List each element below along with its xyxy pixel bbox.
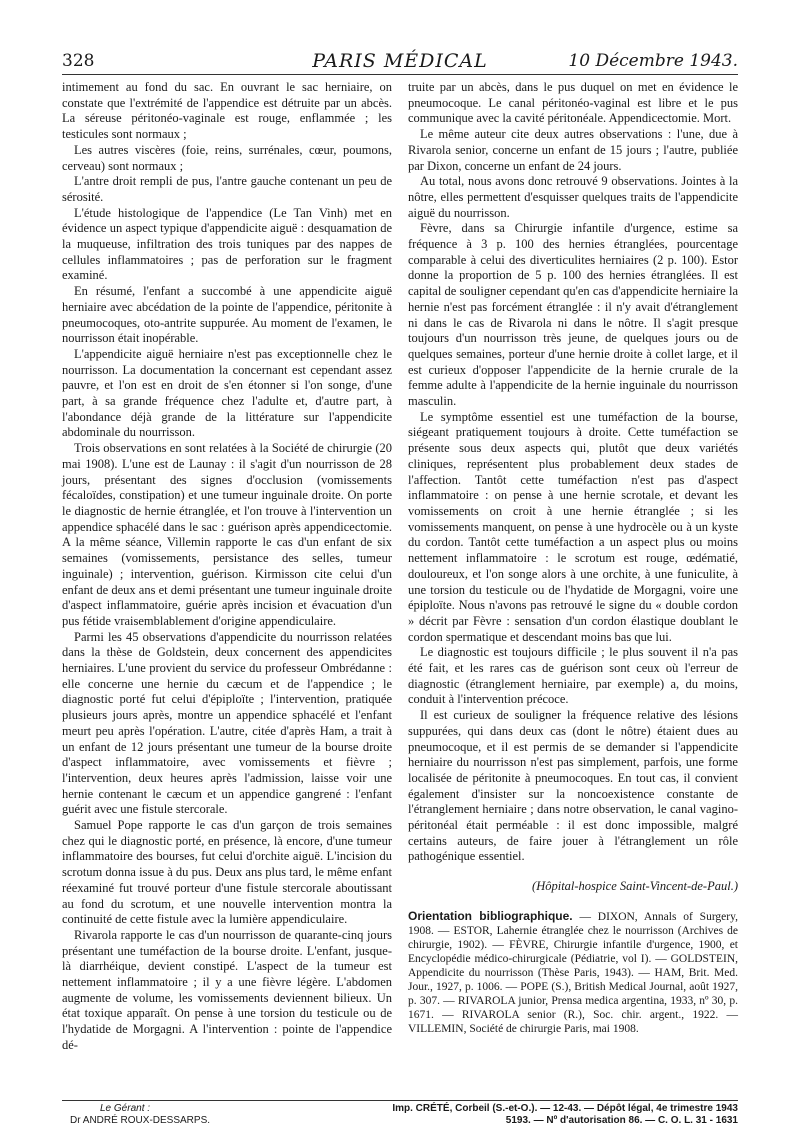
imprint-block xyxy=(392,1103,738,1127)
paragraph: truite par un abcès, dans le pus duquel on met en évidence le pneumocoque. Le canal péritonéo-vaginal est libre et le pus communique avec la cavité péritonéale. Appendicectomie. Mort. xyxy=(408,80,738,126)
imprint-line: Imp. CRÉTÉ, Corbeil (S.-et-O.). — 12-43. — Dépôt légal, 4e trimestre 1943 xyxy=(392,1103,738,1114)
right-column xyxy=(408,80,738,1036)
paragraph: L'étude histologique de l'appendice (Le Tan Vinh) met en évidence un aspect typique d'appendicite aiguë : desquamation de la muqueuse, infiltration des trois tuniques par des nappes de cellules inflammatoires ; pas de perforation sur le fragment examiné. xyxy=(62,205,392,283)
paragraph: Rivarola rapporte le cas d'un nourrisson de quarante-cinq jours présentant une tuméfaction de la bourse droite. L'enfant, jusque-là diarrhéique, devient constipé. L'aspect de la tumeur est nettement inflammatoire ; il y a une fièvre légère. L'abdomen augmente de volume, les vomissements deviennent bilieux. Un état toxique apparaît. On pense à une torsion du testicule ou de l'hydatide de Morgagni. A l'intervention : pointe de l'appendice dé- xyxy=(62,927,392,1052)
bibliography-title: Orientation bibliographique. xyxy=(408,908,573,923)
journal-title: PARIS MÉDICAL xyxy=(312,50,488,72)
paragraph: L'appendicite aiguë herniaire n'est pas exceptionnelle chez le nourrisson. La documentation la concernant est cependant assez pauvre, et l'on est en droit de s'en étonner si l'on songe, d'une part, à sa grande fréquence chez l'adulte et, d'autre part, à l'abondance déjà grande de la littérature sur l'appendicite abdominale du nourrisson. xyxy=(62,346,392,440)
left-column xyxy=(62,80,392,1054)
paragraph: Parmi les 45 observations d'appendicite du nourrisson relatées dans la thèse de Goldstein, deux concernent des appendicites herniaires. L'une provient du service du professeur Ombrédanne : elle concerne une hernie du cæcum et de l'appendice ; le diagnostic porté fut celui d'épiploïte ; l'intervention, pratiquée plusieurs jours après, montre un appendice sphacélé et l'enfant meurt peu après l'opération. L'autre, citée d'après Ham, a trait à un enfant de 12 jours présentant une tumeur de la bourse droite d'aspect inflammatoire, avec vomissements et fièvre ; l'intervention, deux heures après l'admission, laisse voir une hernie contenant le cæcum et un appendice gangrené : l'enfant guérit avec une fistule stercorale. xyxy=(62,629,392,817)
paragraph: Trois observations en sont relatées à la Société de chirurgie (20 mai 1908). L'une est de Launay : il s'agit d'un nourrisson de 28 jours, présentant des signes d'occlusion (vomissements fécaloïdes, constipation) et une tumeur inguinale droite. On porte le diagnostic de hernie étranglée, et l'on trouve à l'intervention un appendice sphacélé dans le sac : guérison après appendicectomie. A la même séance, Villemin rapporte le cas d'un enfant de six semaines (vomissements, persistance des selles, tumeur inguinale) ; intervention, guérison. Kirmisson cite celui d'un enfant de deux ans et demi présentant une tumeur inguinale droite d'aspect inflammatoire, guérie après incision et évacuation d'un pus fétide vraisemblablement d'origine appendiculaire. xyxy=(62,441,392,628)
paragraph: Au total, nous avons donc retrouvé 9 observations. Jointes à la nôtre, elles permettent d'esquisser quelques traits de l'appendicite aiguë du nourrisson. xyxy=(408,174,738,220)
page-footer xyxy=(62,1100,738,1126)
paragraph: Il est curieux de souligner la fréquence relative des lésions suppurées, qui dans deux cas (dont le nôtre) étaient dues au pneumocoque, et il est permis de se demander si l'appendicite herniaire du nourrisson n'est pas simplement, parfois, une forme localisée de péritonite à pneumocoques. En tout cas, il convient également d'insister sur la noncoexistence constante de l'étranglement herniaire ; dans notre observation, le canal vagino-péritonéal était perméable : il est donc impossible, malgré certains auteurs, de faire jouer à l'étranglement un rôle pathogénique essentiel. xyxy=(408,708,738,864)
paragraph: Samuel Pope rapporte le cas d'un garçon de trois semaines chez qui le diagnostic porté, en présence, là encore, d'une tumeur inflammatoire des bourses, fut celui d'orchite aiguë. L'incision du scrotum donna issue à du pus. Deux ans plus tard, le même enfant réexaminé fut trouvé porteur d'une fistule stercorale aboutissant au fond du scrotum, et une nouvelle intervention montra la continuité de cette fistule avec la lumière appendiculaire. xyxy=(62,818,392,927)
page-number: 328 xyxy=(62,51,95,71)
gerant-label: Le Gérant : xyxy=(100,1103,151,1114)
paragraph: L'antre droit rempli de pus, l'antre gauche contenant un peu de sérosité. xyxy=(62,174,392,204)
bibliography xyxy=(408,909,738,1036)
issue-date: 10 Décembre 1943. xyxy=(568,51,738,71)
paragraph: Fèvre, dans sa Chirurgie infantile d'urgence, estime sa fréquence à 3 p. 100 des hernies étranglées, pourcentage comparable à celui des diverticulites herniaires (2 p. 100). Estor donne la proportion de 5 p. 100 des hernies étranglées. Il est capital de souligner cependant qu'en cas d'appendicite herniaire la hernie n'est pas forcément étranglée : il n'y avait d'étranglement ni dans le cas de Rivarola ni dans le nôtre. Il s'agit presque toujours d'un nourrisson très jeune, de quelques jours ou de quelques semaines, porteur d'une hernie droite à collet large, et il est curieux d'opposer l'appendicite de la hernie crurale de la femme adulte à l'appendicite de la hernie inguinale du nourrisson masculin. xyxy=(408,221,738,409)
paragraph: intimement au fond du sac. En ouvrant le sac herniaire, on constate que l'extrémité de l'appendice est détruite par un abcès. La séreuse péritonéo-vaginale est rouge, enflammée ; les testicules sont normaux ; xyxy=(62,80,392,142)
imprint-line: 5193. — Nº d'autorisation 86. — C. O. L. 31 - 1631 xyxy=(505,1115,738,1126)
paragraph: Le même auteur cite deux autres observations : l'une, due à Rivarola senior, concerne un enfant de 15 jours ; l'autre, publiée par Dixon, concerne un enfant de 24 jours. xyxy=(408,127,738,173)
running-header xyxy=(62,50,738,75)
paragraph: Les autres viscères (foie, reins, surrénales, cœur, poumons, cerveau) sont normaux ; xyxy=(62,142,392,173)
paragraph: Le diagnostic est toujours difficile ; le plus souvent il n'a pas été fait, et les rares cas de guérison sont ceux où l'erreur de diagnostic (étranglement herniaire, par exemple) a, du moins, conduit à l'intervention précoce. xyxy=(408,645,738,707)
gerant-block xyxy=(70,1103,210,1127)
bibliography-text: — DIXON, Annals of Surgery, 1908. — ESTOR, Lahernie étranglée chez le nourrisson (Archives de chirurgie, 1902). — FÈVRE, Chirurgie infantile d'urgence, 1900, et Encyclopédie médico-chirurgicale (Pédiatrie, vol I). — GOLDSTEIN, Appendicite du nourrisson (Thèse Paris, 1943). — HAM, Brit. Med. Jour., 1927, p. 1006. — POPE (S.), British Medical Journal, août 1927, p. 307. — RIVAROLA junior, Prensa medica argentina, 1933, nº 30, p. 1671. — RIVAROLA senior (R.), Soc. chir. argent., 1922. — VILLEMIN, Société de chirurgie Paris, mai 1908. xyxy=(408,910,738,1035)
paragraph: Le symptôme essentiel est une tuméfaction de la bourse, siégeant pratiquement toujours à droite. Cette tuméfaction se présente sous deux aspects qui, plutôt que deux variétés cliniques, représentent plus probablement deux stades de l'affection. Tantôt cette tuméfaction n'est pas d'aspect inflammatoire : on pense à une hernie scrotale, et devant les vomissements on croit à une hernie étranglée ; si les vomissements manquent, on pense à une hydrocèle ou à un kyste du cordon. Tantôt cette tuméfaction a un aspect plus ou moins nettement inflammatoire : le scrotum est rouge, œdématié, douloureux, et l'on songe alors à une orchite, à une funiculite, à une torsion du testicule ou de l'hydatide de Morgagni, voire une épiploïte. Nous n'avons pas retrouvé le signe du « double cordon » décrit par Fèvre : sensation d'un cordon élastique doublant le cordon spermatique et descendant moins bas que lui. xyxy=(408,409,738,644)
institution-signature: (Hôpital-hospice Saint-Vincent-de-Paul.) xyxy=(532,879,738,894)
gerant-name: Dr ANDRÉ ROUX-DESSARPS. xyxy=(70,1115,211,1126)
paragraph: En résumé, l'enfant a succombé à une appendicite aiguë herniaire avec abcédation de la pointe de l'appendice, péritonite à pneumocoques, oto-antrite suppurée. Au moment de l'examen, le nourrisson était inopérable. xyxy=(62,284,392,346)
